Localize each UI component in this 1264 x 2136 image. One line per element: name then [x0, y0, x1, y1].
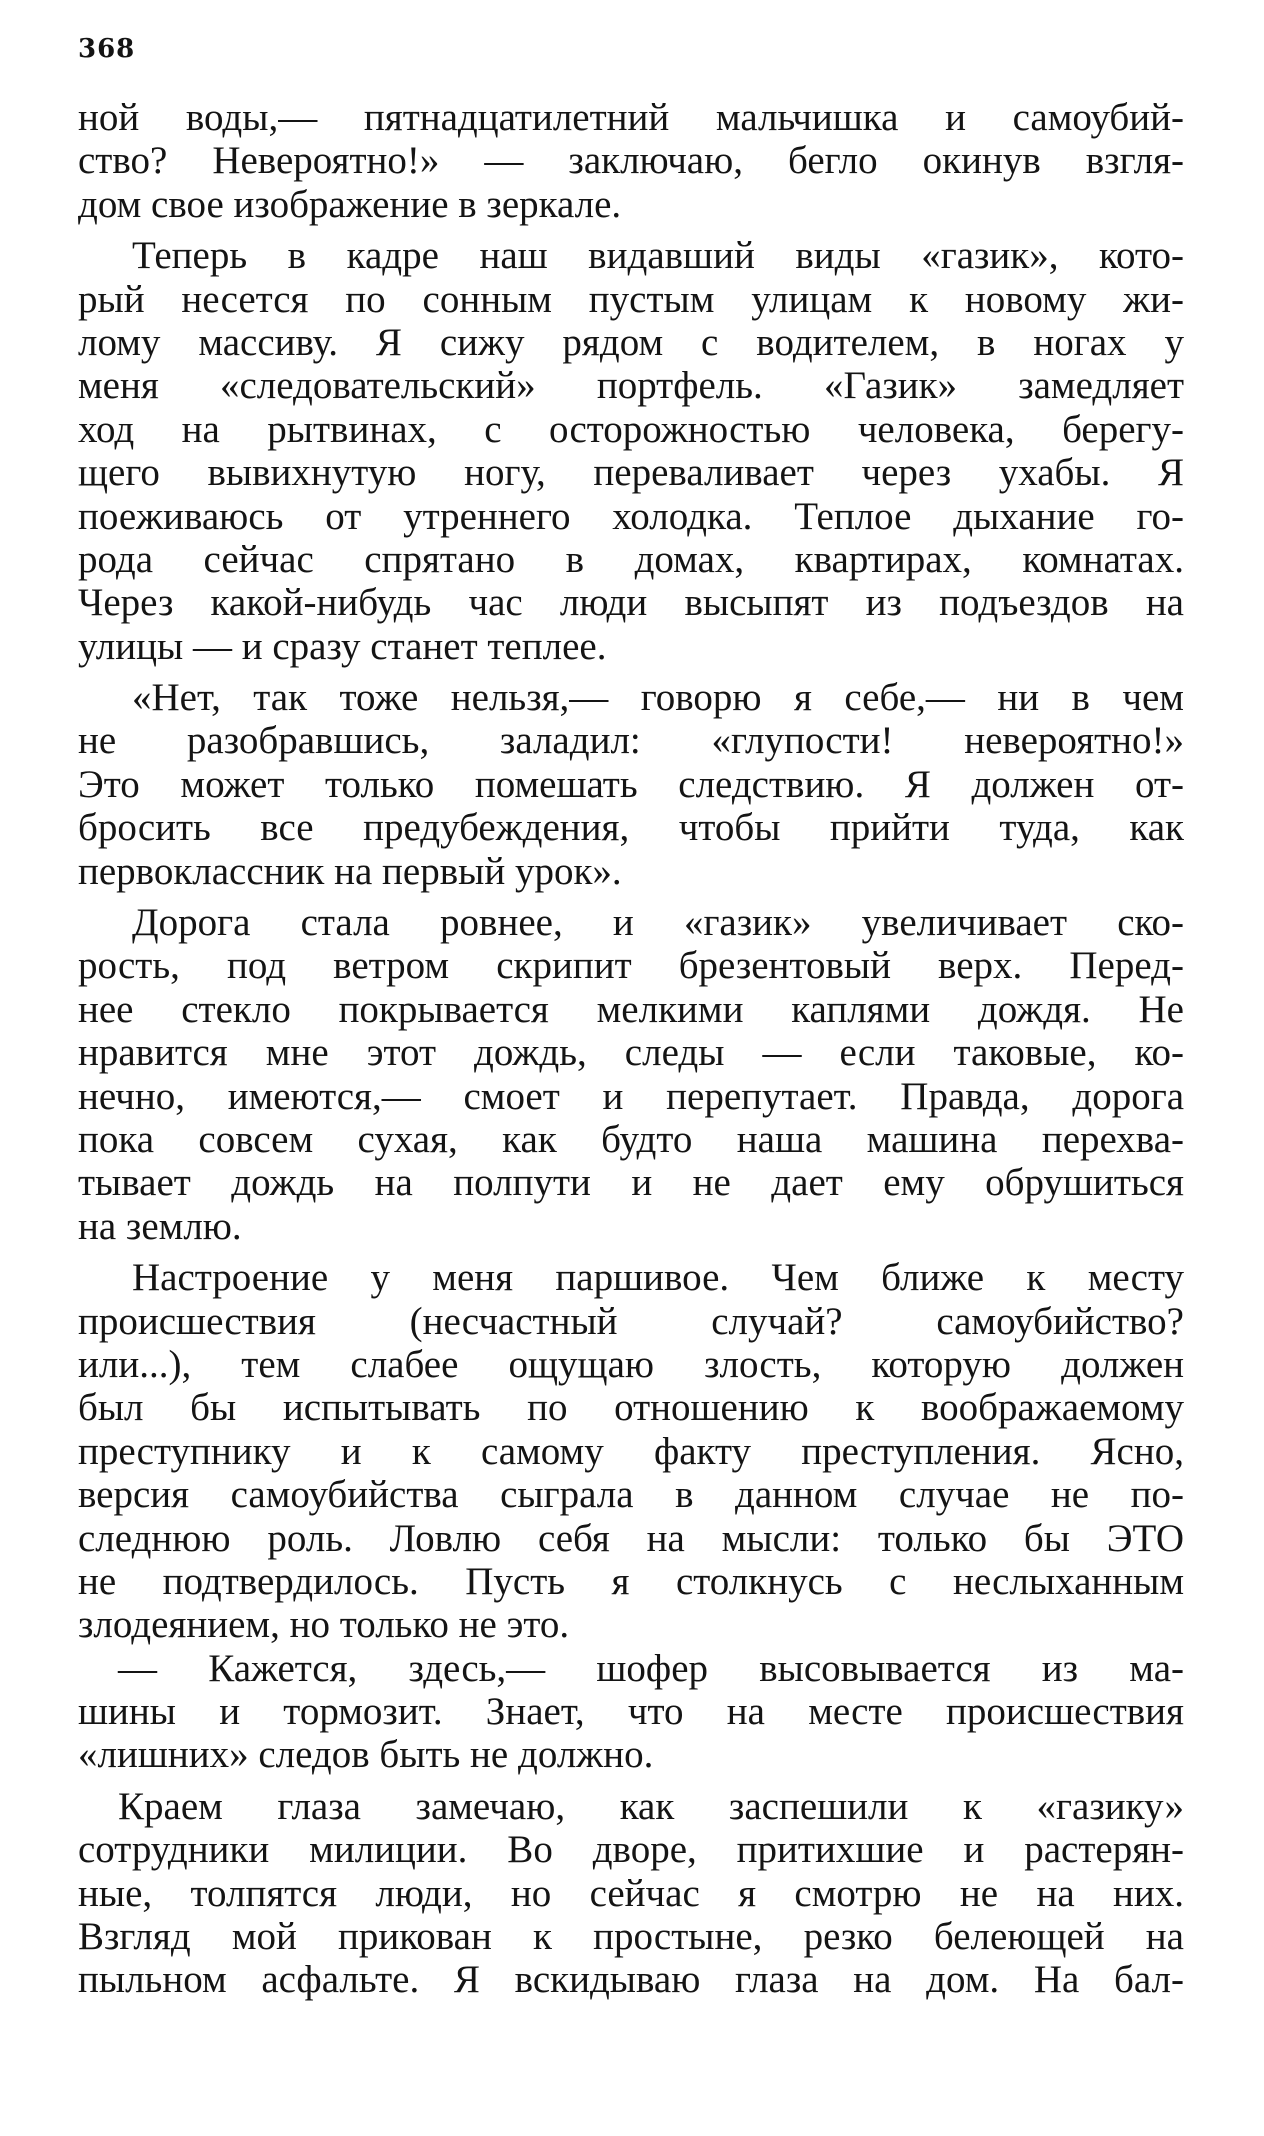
text-line: пыльном асфальте. Я вскидываю глаза на дом. На бал-: [78, 1958, 1184, 2002]
text-line: не подтвердилось. Пусть я столкнусь с неслыханным: [78, 1559, 1184, 1603]
text-line: или...), тем слабее ощущаю злость, которую должен: [78, 1342, 1184, 1386]
text-line: Взгляд мой прикован к простыне, резко белеющей на: [78, 1915, 1184, 1959]
paragraph-1: [78, 96, 1184, 226]
text-line: не разобравшись, заладил: «глупости! невероятно!»: [78, 719, 1184, 763]
body-text: [78, 96, 1184, 2010]
text-line: нее стекло покрывается мелкими каплями дождя. Не: [78, 987, 1184, 1031]
text-line: дом свое изображение в зеркале.: [78, 182, 622, 226]
paragraph-2: [78, 234, 1184, 668]
paragraph-6: [78, 1647, 1184, 1777]
text-line: нравится мне этот дождь, следы — если таковые, ко-: [78, 1031, 1184, 1075]
text-line: ство? Невероятно!» — заключаю, бегло окинув взгля-: [78, 139, 1184, 183]
text-line: поеживаюсь от утреннего холодка. Теплое дыхание го-: [78, 494, 1184, 538]
text-line: рый несется по сонным пустым улицам к новому жи-: [78, 277, 1184, 321]
text-line: Через какой-нибудь час люди высыпят из подъездов на: [78, 581, 1184, 625]
text-line: бросить все предубеждения, чтобы прийти туда, как: [78, 806, 1184, 850]
text-line: преступнику и к самому факту преступления. Ясно,: [78, 1429, 1184, 1473]
text-line: лому массиву. Я сижу рядом с водителем, в ногах у: [78, 320, 1184, 364]
text-line: Настроение у меня паршивое. Чем ближе к месту: [132, 1256, 1184, 1300]
text-line: щего вывихнутую ногу, переваливает через ухабы. Я: [78, 451, 1184, 495]
text-line: был бы испытывать по отношению к воображаемому: [78, 1386, 1184, 1430]
paragraph-5: [78, 1256, 1184, 1647]
text-line: следнюю роль. Ловлю себя на мысли: только бы ЭТО: [78, 1516, 1184, 1560]
text-line: тывает дождь на полпути и не дает ему обрушиться: [78, 1161, 1184, 1205]
text-line: ной воды,— пятнадцатилетний мальчишка и самоубий-: [78, 96, 1184, 139]
text-line: Краем глаза замечаю, как заспешили к «газику»: [118, 1784, 1184, 1828]
paragraph-4: [78, 901, 1184, 1248]
text-line: происшествия (несчастный случай? самоубийство?: [78, 1299, 1184, 1343]
text-line: злодеянием, но только не это.: [78, 1603, 570, 1647]
text-line: версия самоубийства сыграла в данном случае не по-: [78, 1473, 1184, 1517]
text-line: меня «следовательский» портфель. «Газик» замедляет: [78, 364, 1184, 408]
text-line: Дорога стала ровнее, и «газик» увеличивает ско-: [132, 901, 1184, 945]
page-number: 368: [78, 34, 136, 64]
text-line: улицы — и сразу станет теплее.: [78, 624, 607, 668]
paragraph-7: [78, 1785, 1184, 2002]
text-line: ные, толпятся люди, но сейчас я смотрю не на них.: [78, 1871, 1184, 1915]
text-line: первоклассник на первый урок».: [78, 849, 622, 893]
text-line: рость, под ветром скрипит брезентовый верх. Перед-: [78, 944, 1184, 988]
text-line: «Нет, так тоже нельзя,— говорю я себе,— ни в чем: [132, 676, 1184, 720]
paragraph-3: [78, 676, 1184, 893]
text-line: рода сейчас спрятано в домах, квартирах, комнатах.: [78, 537, 1184, 581]
text-line: ход на рытвинах, с осторожностью человека, берегу-: [78, 407, 1184, 451]
text-line: — Кажется, здесь,— шофер высовывается из ма-: [118, 1646, 1184, 1690]
text-line: на землю.: [78, 1204, 242, 1248]
text-line: пока совсем сухая, как будто наша машина перехва-: [78, 1117, 1184, 1161]
text-line: Теперь в кадре наш видавший виды «газик», кото-: [132, 234, 1184, 278]
text-line: «лишних» следов быть не должно.: [78, 1733, 654, 1777]
text-line: шины и тормозит. Знает, что на месте происшествия: [78, 1690, 1184, 1734]
text-line: нечно, имеются,— смоет и перепутает. Правда, дорога: [78, 1074, 1184, 1118]
text-line: сотрудники милиции. Во дворе, притихшие и растерян-: [78, 1828, 1184, 1872]
text-line: Это может только помешать следствию. Я должен от-: [78, 762, 1184, 806]
